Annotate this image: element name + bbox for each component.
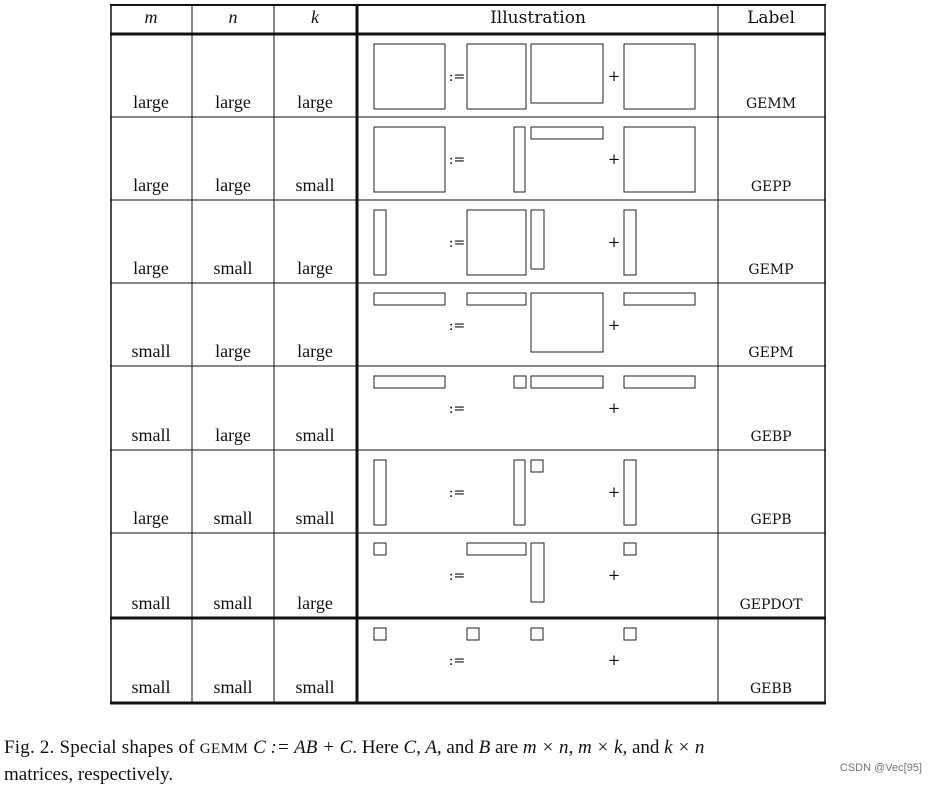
matrix-a-shape [467,210,526,275]
cell-m: small [131,425,171,445]
matrix-c-shape [374,210,386,275]
cell-label: GEBP [750,429,792,445]
matrix-b-shape [531,293,603,352]
plus-operator: + [607,399,621,417]
cell-n: large [215,175,251,195]
table-row-gepp [133,127,791,195]
cell-k: large [297,341,333,361]
cell-m: large [133,92,169,112]
cell-m: large [133,258,169,278]
matrix-c-shape [374,293,445,305]
matrix-b-shape [531,376,603,388]
matrix-c-addend-shape [624,376,695,388]
cell-n: small [213,508,253,528]
caption-gemm: GEMM [199,741,249,757]
cell-n: large [215,341,251,361]
cell-k: small [295,175,335,195]
table-row-gemm [133,44,796,112]
plus-operator: + [607,150,621,168]
plus-operator: + [607,233,621,251]
assign-operator: := [448,401,466,417]
matrix-a-shape [514,460,525,525]
assign-operator: := [448,568,466,584]
cell-m: small [131,341,171,361]
cell-label: GEPDOT [739,597,803,613]
matrix-a-shape [467,543,526,555]
caption-mid: . Here [352,737,404,758]
cell-m: large [133,175,169,195]
matrix-a-shape [467,44,526,109]
matrix-b-shape [531,460,543,472]
cell-n: large [215,425,251,445]
table-row-gebp [132,376,792,445]
matrix-c-addend-shape [624,628,636,640]
matrix-a-shape [467,628,479,640]
assign-operator: := [448,69,466,85]
cell-label: GEPB [750,512,792,528]
assign-operator: := [448,653,466,669]
caption-are: are [490,737,523,758]
caption-and-2: and [627,737,665,758]
matrix-b-shape [531,44,603,103]
cell-k: large [297,593,333,613]
cell-m: small [131,593,171,613]
matrix-c-addend-shape [624,210,636,275]
assign-operator: := [448,152,466,168]
plus-operator: + [607,483,621,501]
caption-dims-1: m × n, m × k, [522,737,628,758]
cell-k: large [297,258,333,278]
table-body-rows [132,44,804,697]
cell-label: GEBB [750,681,792,697]
matrix-a-shape [514,376,526,388]
matrix-c-shape [374,543,386,555]
table-row-gepdot [132,543,804,613]
gemm-shapes-table-svg [110,4,826,706]
caption-line-2: matrices, respectively. [4,764,174,785]
cell-label: GEMM [745,96,797,112]
header-illustration: Illustration [490,8,586,28]
header-k: k [311,7,319,27]
assign-operator: := [448,485,466,501]
matrix-c-addend-shape [624,460,636,525]
cell-k: small [295,425,335,445]
matrix-c-addend-shape [624,543,636,555]
header-label: Label [747,8,795,28]
cell-k: small [295,508,335,528]
caption-lead: Fig. 2. Special shapes of [4,737,200,758]
cell-m: small [131,677,171,697]
cell-label: GEPM [748,345,794,361]
cell-m: large [133,508,169,528]
matrix-b-shape [531,543,544,602]
matrix-c-addend-shape [624,293,695,305]
cell-n: large [215,92,251,112]
table-row-gepb [133,460,791,528]
header-m: m [144,7,158,27]
watermark: CSDN @Vec[95] [839,762,922,774]
header-n: n [228,7,238,27]
table-row-gebb [132,628,792,697]
cell-n: small [213,593,253,613]
caption-equation: C := AB + C [248,737,353,758]
table-row-gepm [132,293,794,361]
caption-b: B [478,737,491,758]
cell-label: GEPP [750,179,792,195]
plus-operator: + [607,316,621,334]
caption-vars: C, A, [403,737,442,758]
matrix-c-addend-shape [624,44,695,109]
matrix-c-shape [374,460,386,525]
matrix-b-shape [531,210,544,269]
cell-n: small [213,677,253,697]
cell-label: GEMP [748,262,794,278]
matrix-c-shape [374,44,445,109]
matrix-a-shape [514,127,525,192]
matrix-c-addend-shape [624,127,695,192]
matrix-c-shape [374,127,445,192]
figure-caption [4,735,934,787]
plus-operator: + [607,67,621,85]
matrix-c-shape [374,376,445,388]
matrix-a-shape [467,293,526,305]
assign-operator: := [448,235,466,251]
matrix-c-shape [374,628,386,640]
plus-operator: + [607,566,621,584]
cell-k: large [297,92,333,112]
matrix-b-shape [531,127,603,139]
table-row-gemp [133,210,793,278]
assign-operator: := [448,318,466,334]
caption-dims-2: k × n [664,737,705,758]
plus-operator: + [607,651,621,669]
matrix-b-shape [531,628,543,640]
cell-n: small [213,258,253,278]
cell-k: small [295,677,335,697]
caption-and-1: and [441,737,479,758]
gemm-shapes-table [110,4,826,706]
caption-line-1 [4,735,934,762]
table-header-row [145,7,795,28]
